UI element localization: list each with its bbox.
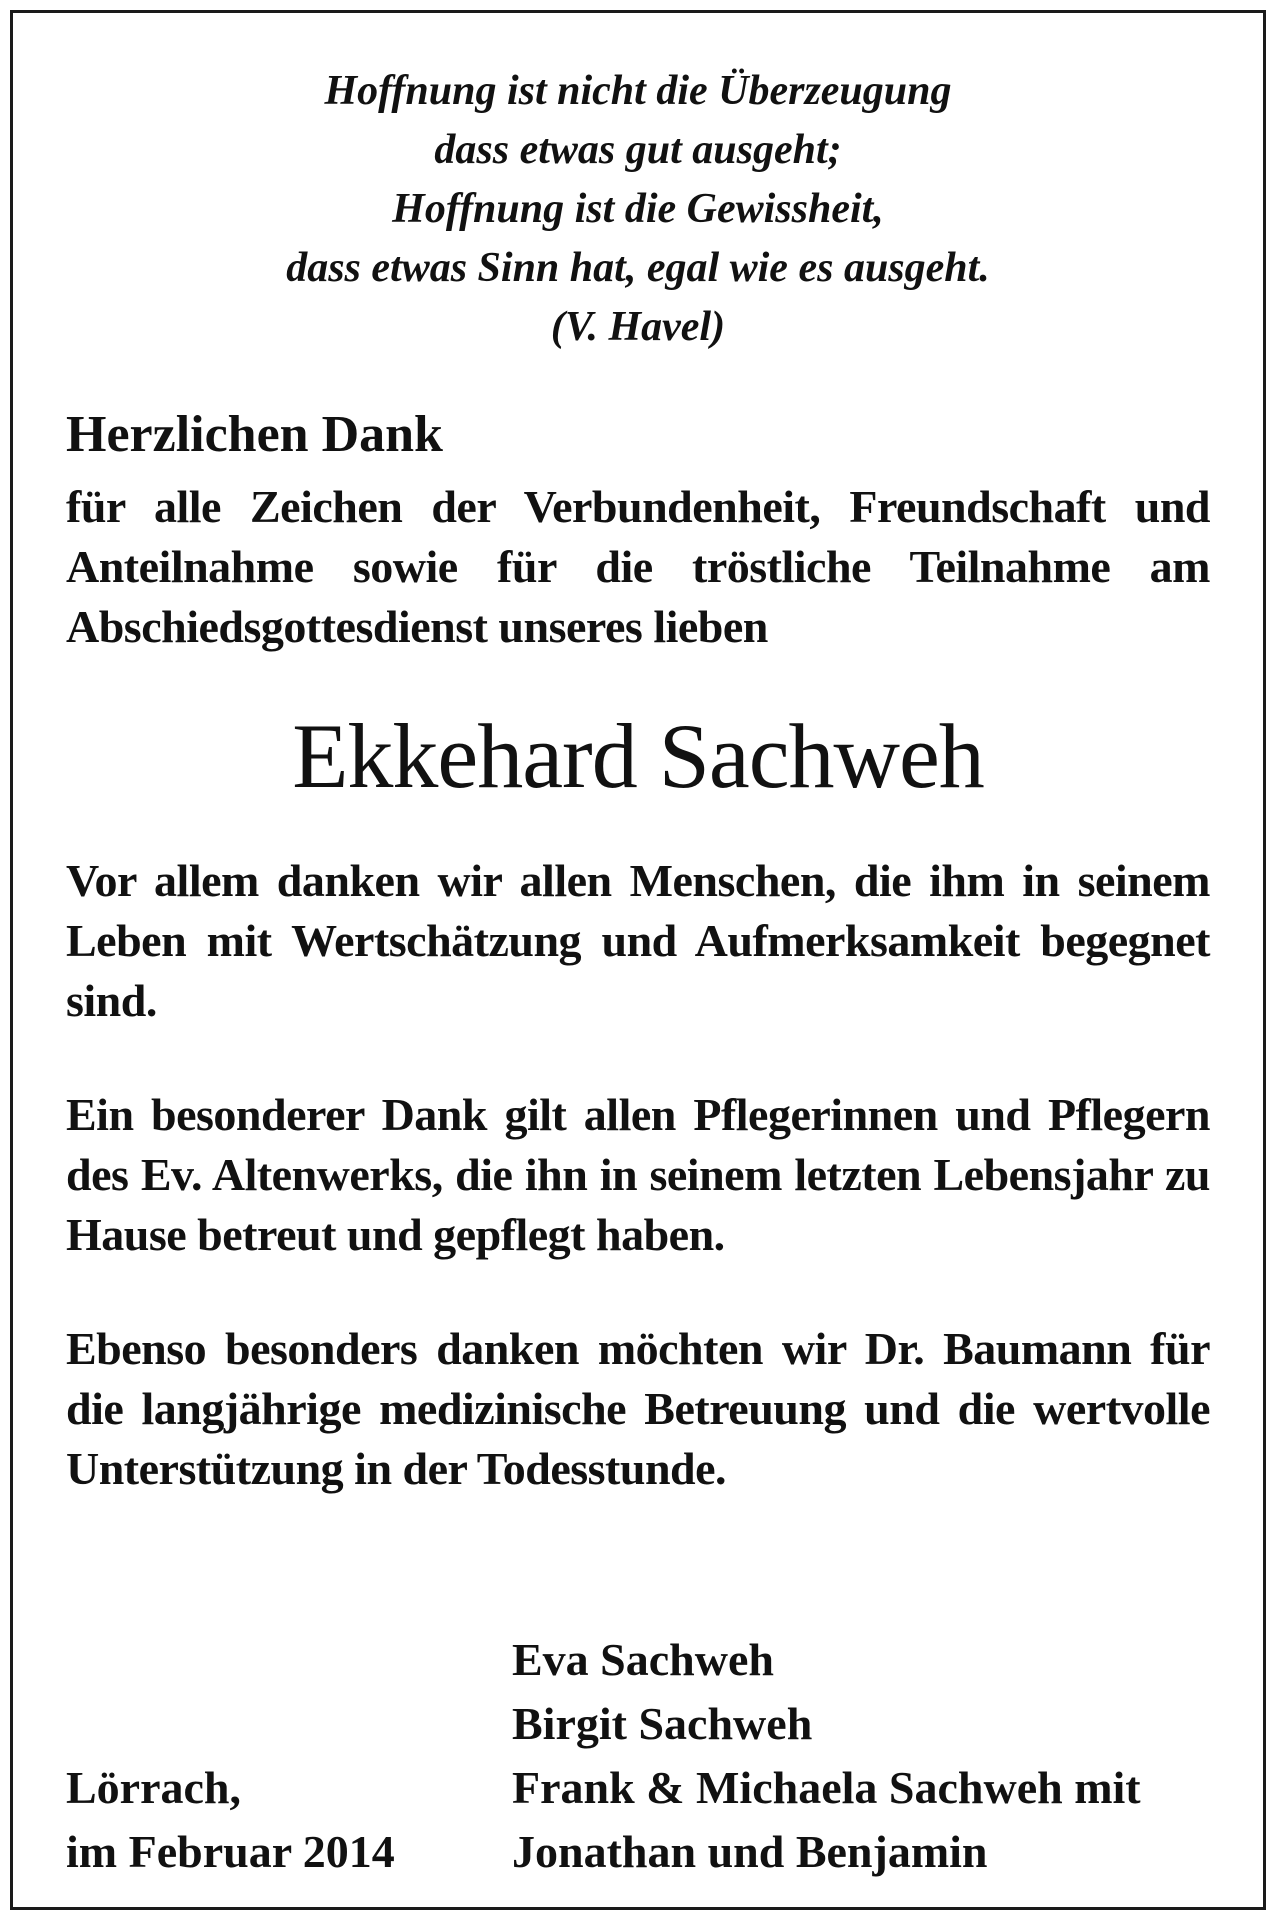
- signatories: [512, 1628, 1210, 1884]
- notice-content: [66, 62, 1210, 1499]
- quote-block: [66, 62, 1210, 357]
- quote-line: dass etwas gut ausgeht;: [434, 127, 842, 173]
- quote-attribution: (V. Havel): [550, 304, 726, 350]
- quote-line: Hoffnung ist nicht die Überzeugung: [324, 68, 952, 114]
- thanks-paragraph: Ebenso besonders danken möchten wir Dr. Baumann für die langjährige medizinische Betreuung und die wertvolle Unterstützung in der Todesstunde.: [66, 1323, 1210, 1494]
- thanks-heading: Herzlichen Dank: [66, 406, 443, 463]
- signatory: Jonathan und Benjamin: [512, 1826, 988, 1877]
- signatory: Birgit Sachweh: [512, 1698, 813, 1749]
- quote-line: Hoffnung ist die Gewissheit,: [392, 186, 884, 232]
- quote-line: dass etwas Sinn hat, egal wie es ausgeht.: [286, 245, 990, 291]
- date: im Februar 2014: [66, 1826, 395, 1877]
- intro-paragraph: für alle Zeichen der Verbundenheit, Freundschaft und Anteilnahme sowie für die tröstliche Teilnahme am Abschiedsgottesdienst unseres lieben: [66, 481, 1210, 652]
- signatory: Frank & Michaela Sachweh mit: [512, 1762, 1141, 1813]
- place-date: [66, 1756, 506, 1884]
- deceased-name: Ekkehard Sachweh: [292, 705, 984, 807]
- signatory: Eva Sachweh: [512, 1634, 774, 1685]
- place: Lörrach,: [66, 1762, 242, 1813]
- thanks-paragraph: Vor allem danken wir allen Menschen, die ihm in seinem Leben mit Wertschätzung und Aufmerksamkeit begegnet sind.: [66, 855, 1210, 1026]
- thanks-paragraph: Ein besonderer Dank gilt allen Pflegerinnen und Pflegern des Ev. Altenwerks, die ihn in seinem letzten Lebensjahr zu Hause betreut und gepflegt haben.: [66, 1089, 1210, 1260]
